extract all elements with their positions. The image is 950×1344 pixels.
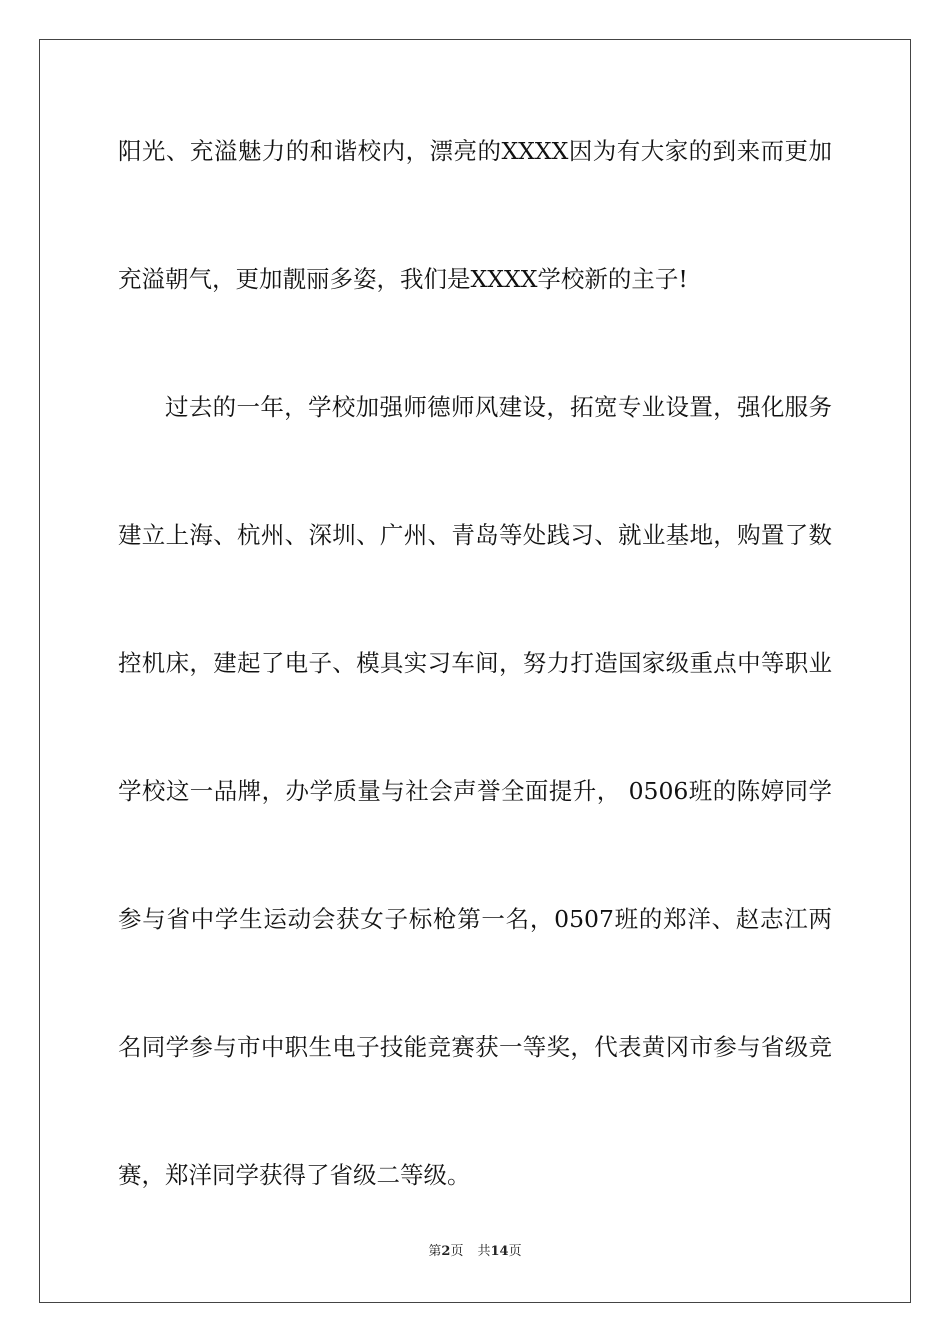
page-footer — [0, 1244, 950, 1260]
footer-total-suffix: 页 — [508, 1244, 522, 1259]
text-line-1: 阳光、充溢魅力的和谐校内，漂亮的XXXX因为有大家的到来而更加 — [118, 137, 832, 165]
text-line-9: 赛，郑洋同学获得了省级二等级。 — [118, 1161, 471, 1189]
text-line-8: 名同学参与市中职生电子技能竞赛获一等奖，代表黄冈市参与省级竞 — [118, 1033, 832, 1061]
text-line-6: 学校这一品牌，办学质量与社会声誉全面提升， 0506班的陈婷同学 — [118, 777, 832, 805]
text-line-4: 建立上海、杭州、深圳、广州、青岛等处践习、就业基地，购置了数 — [118, 521, 832, 549]
footer-page-number: 2 — [441, 1244, 451, 1259]
text-line-3: 过去的一年，学校加强师德师风建设，拓宽专业设置，强化服务 — [165, 393, 832, 421]
text-line-5: 控机床，建起了电子、模具实习车间，努力打造国家级重点中等职业 — [118, 649, 832, 677]
footer-page-suffix: 页 — [450, 1244, 464, 1259]
text-line-2: 充溢朝气，更加靓丽多姿，我们是XXXX学校新的主子! — [118, 265, 688, 293]
footer-total-prefix: 共 — [477, 1244, 491, 1259]
footer-total-pages: 14 — [490, 1244, 509, 1259]
footer-page-prefix: 第 — [428, 1244, 442, 1259]
text-line-7: 参与省中学生运动会获女子标枪第一名，0507班的郑洋、赵志江两 — [118, 905, 832, 933]
